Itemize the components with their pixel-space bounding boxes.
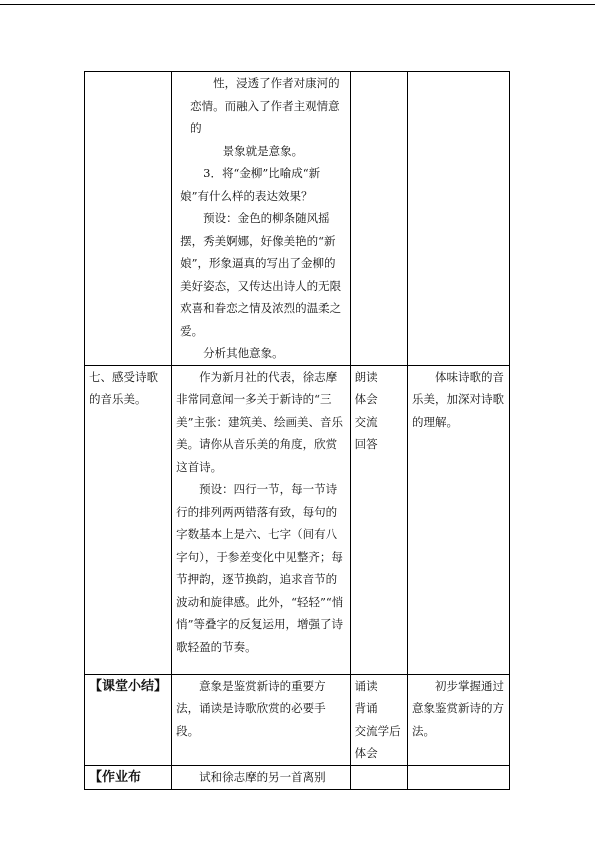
student-activity: 诵读 <box>354 678 378 693</box>
stage-label: 七、感受诗歌的音乐美。 <box>89 369 158 406</box>
cell-stage <box>85 765 172 789</box>
question-3: 3．将“金柳”比喻成“新娘”有什么样的表达效果？ <box>180 166 321 203</box>
section-heading: 【课堂小结】 <box>89 678 168 694</box>
header-rule <box>0 4 595 5</box>
table-row <box>85 365 510 674</box>
answer-paragraph: 预设：四行一节，每一节诗行的排列两两错落有致，每句的字数基本上是六、七字（间有八字句），于参差变化中见整齐；每节押韵，逐节换韵，追求音节的波动和旋律感。此外，“轻轻”“悄悄”等叠字的反复运用，增强了诗歌轻盈的节奏。 <box>176 482 344 654</box>
purpose-text: 初步掌握通过意象鉴赏新诗的方法。 <box>412 678 504 738</box>
cell-purpose <box>408 365 510 674</box>
cell-activity <box>172 72 351 366</box>
paragraph: 作为新月社的代表，徐志摩非常同意闻一多关于新诗的“三美”主张：建筑美、绘画美、音乐美。请你从音乐美的角度，欣赏这首诗。 <box>176 369 344 474</box>
cell-student <box>350 765 407 789</box>
cell-stage <box>85 674 172 765</box>
paragraph: 性，浸透了作者对康河的恋情。而融入了作者主观情意的 <box>190 76 340 135</box>
lesson-plan-table <box>84 71 510 790</box>
section-heading: 【作业布 <box>89 769 142 785</box>
paragraph: 景象就是意象。 <box>222 143 304 158</box>
table-row <box>85 674 510 765</box>
cell-purpose <box>408 72 510 366</box>
student-activity: 朗读 <box>354 369 378 384</box>
paragraph: 意象是鉴赏新诗的重要方法，诵读是诗歌欣赏的必要手段。 <box>176 678 326 738</box>
student-activity: 背诵 <box>354 701 378 715</box>
purpose-text: 体味诗歌的音乐美，加深对诗歌的理解。 <box>412 369 504 429</box>
cell-purpose <box>408 674 510 765</box>
cell-stage <box>85 365 172 674</box>
paragraph: 试和徐志摩的另一首离别 <box>199 769 326 784</box>
cell-student <box>350 365 407 674</box>
table-row <box>85 765 510 789</box>
student-activity: 交流 <box>354 414 378 429</box>
student-activity: 交流学后 <box>354 723 401 738</box>
table-row <box>85 72 510 366</box>
cell-activity <box>172 365 351 674</box>
cell-activity <box>172 765 351 789</box>
answer-paragraph: 预设：金色的柳条随风摇摆，秀美婀娜，好像美艳的“新娘”，形象逼真的写出了金柳的美好姿态，又传达出诗人的无限欢喜和眷恋之情及浓烈的温柔之爱。 <box>180 211 342 338</box>
student-activity: 体会 <box>354 746 378 760</box>
cell-stage <box>85 72 172 366</box>
cell-student <box>350 72 407 366</box>
student-activity: 体会 <box>354 392 378 406</box>
cell-activity <box>172 674 351 765</box>
paragraph: 分析其他意象。 <box>203 346 284 360</box>
student-activity: 回答 <box>354 437 378 451</box>
cell-purpose <box>408 765 510 789</box>
cell-student <box>350 674 407 765</box>
